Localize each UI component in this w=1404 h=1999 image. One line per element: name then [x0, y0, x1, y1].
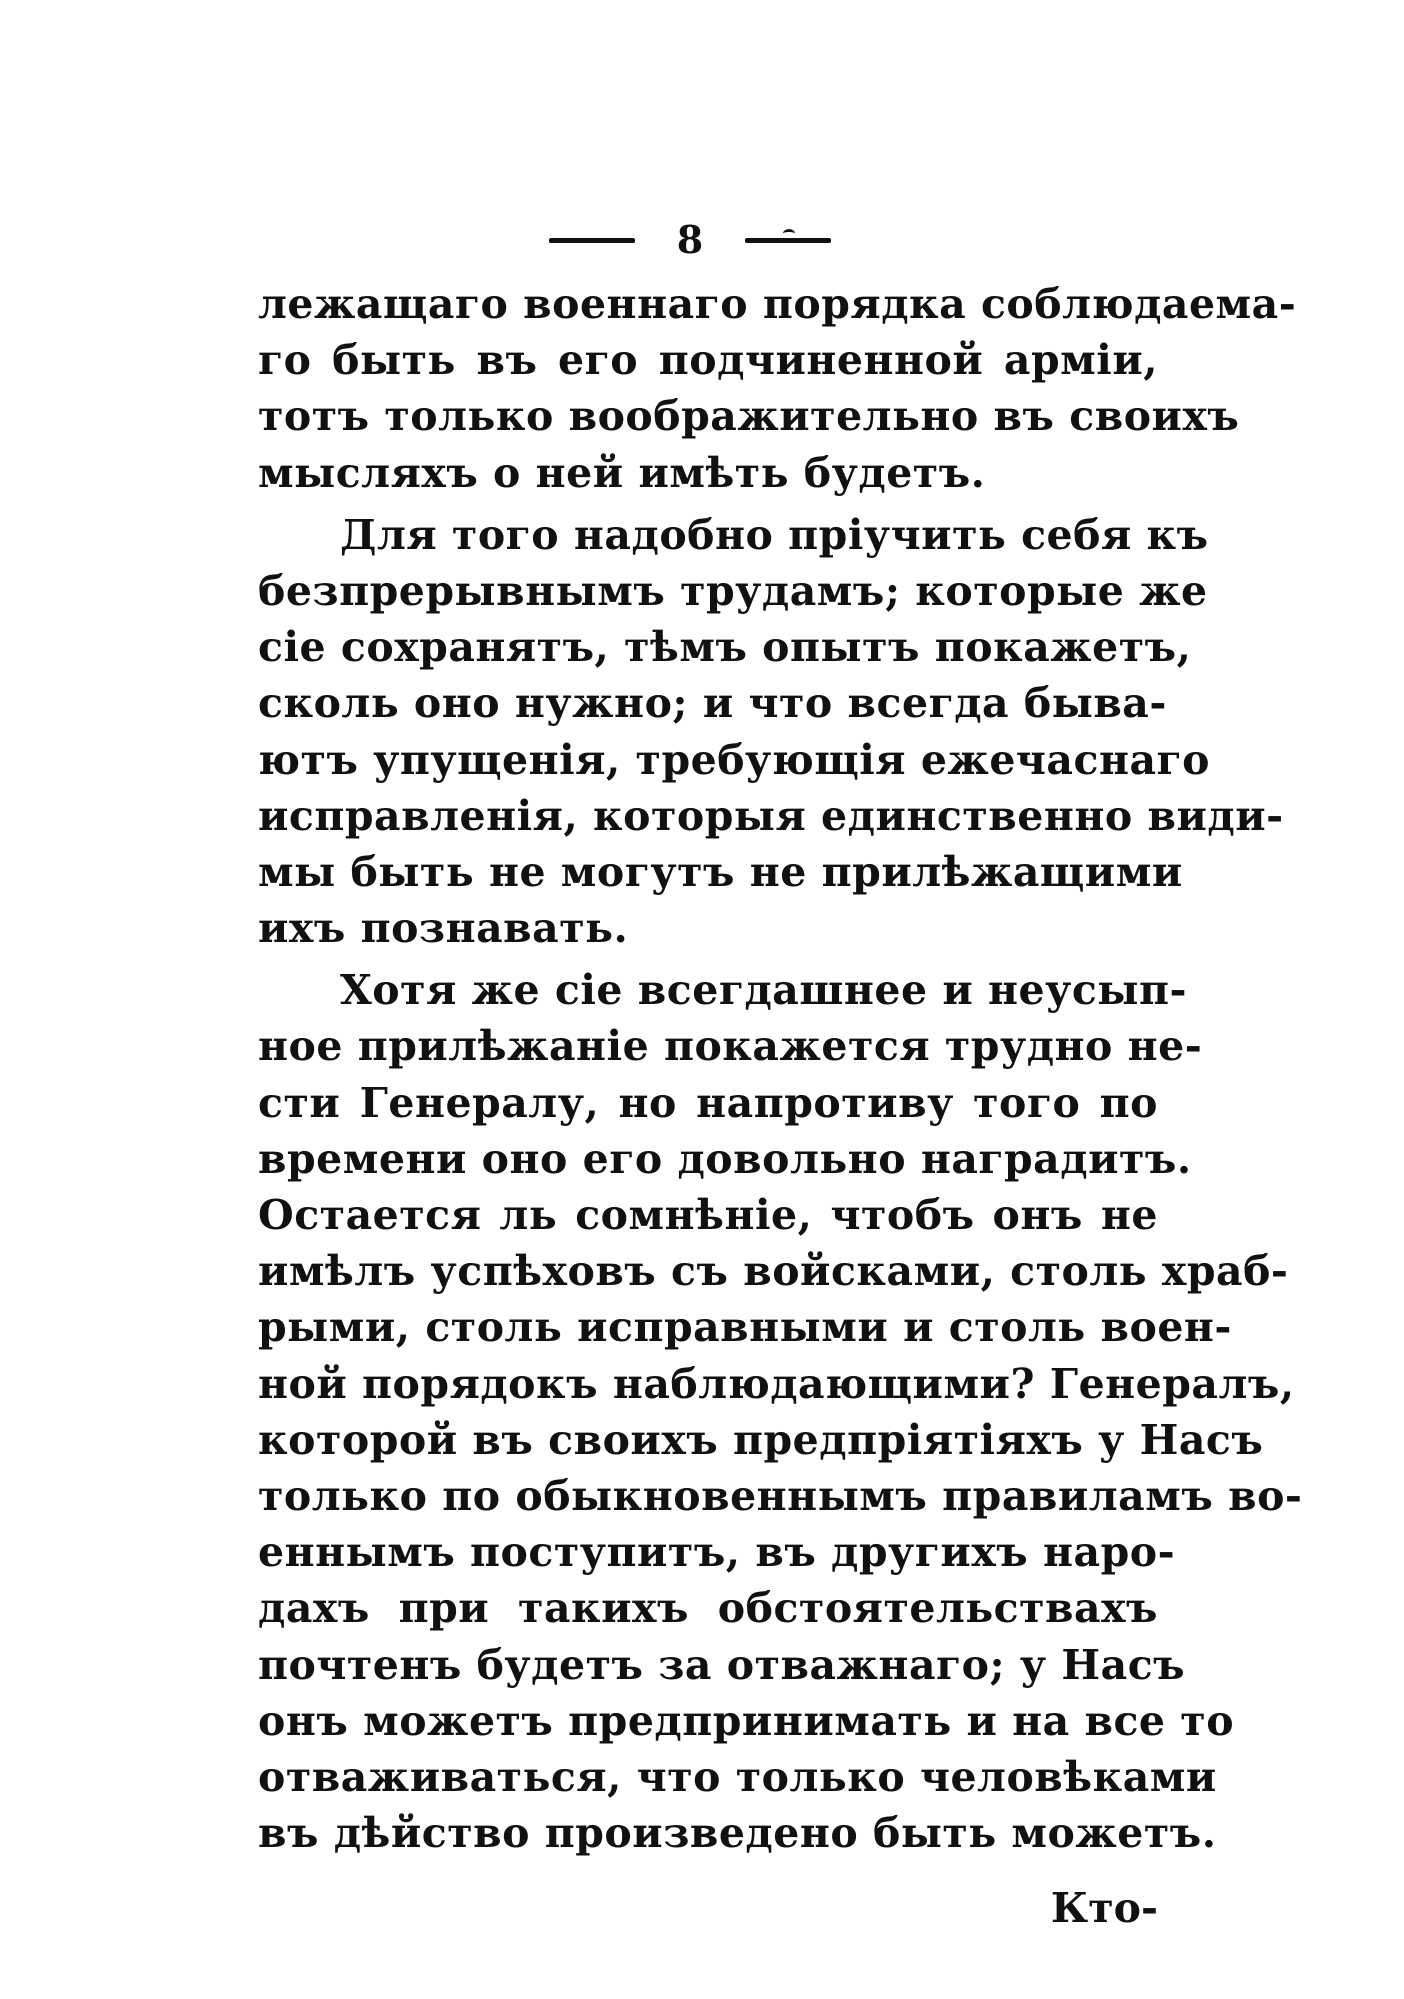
text-line: исправленія, которыя единственно види- — [258, 791, 1284, 840]
text-line: еннымъ поступитъ, въ другихъ наро- — [258, 1528, 1176, 1577]
text-line: сколь оно нужно; и что всегда быва- — [258, 679, 1167, 728]
text-line: ное прилѣжаніе покажется трудно не- — [258, 1022, 1203, 1071]
header-right-rule — [745, 238, 831, 243]
text-line: Для того надобно пріучить себя къ — [340, 510, 1209, 559]
text-line: тотъ только воображительно въ своихъ — [258, 392, 1240, 441]
text-line: ной порядокъ наблюдающими? Генералъ, — [258, 1359, 1295, 1408]
text-line: мы быть не могутъ не прилѣжащими — [258, 847, 1183, 896]
text-line: безпрерывнымъ трудамъ; которые же — [258, 566, 1208, 615]
text-line: сти Генералу, но напротиву того по — [258, 1078, 1158, 1127]
text-line: почтенъ будетъ за отважнаго; у Насъ — [258, 1640, 1186, 1689]
text-line: въ дѣйство произведено быть можетъ. — [258, 1809, 1217, 1858]
text-line: ютъ упущенія, требующія ежечаснаго — [258, 735, 1210, 784]
text-line: го быть въ его подчиненной арміи, — [258, 336, 1158, 385]
paragraph-1 — [258, 276, 1297, 501]
text-line: только по обыкновеннымъ правиламъ во- — [258, 1471, 1303, 1520]
text-line: онъ можетъ предпринимать и на все то — [258, 1696, 1235, 1745]
text-line: рыми, столь исправными и столь воен- — [258, 1303, 1232, 1352]
header-left-rule — [549, 238, 635, 243]
text-line: отваживаться, что только человѣками — [258, 1752, 1217, 1801]
text-line: лежащаго военнаго порядка соблюдаема- — [258, 280, 1297, 328]
page-header — [540, 210, 840, 270]
page-number: 8 — [676, 217, 704, 262]
body-text — [258, 276, 1303, 1861]
paragraph-3 — [258, 962, 1303, 1861]
paragraph-2 — [258, 507, 1284, 957]
text-line: имѣлъ успѣховъ съ войсками, столь храб- — [258, 1247, 1289, 1296]
text-line: времени оно его довольно наградитъ. — [258, 1134, 1192, 1183]
text-line: Хотя же сіе всегдашнее и неусып- — [340, 966, 1187, 1015]
text-line: мысляхъ о ней имѣть будетъ. — [258, 448, 986, 497]
catchword: Кто- — [1050, 1884, 1158, 1932]
text-line: Остается ль сомнѣніе, чтобъ онъ не — [258, 1191, 1158, 1239]
text-line: ихъ познавать. — [258, 904, 629, 953]
text-line: дахъ при такихъ обстоятельствахъ — [258, 1584, 1158, 1633]
text-line: которой въ своихъ предпріятіяхъ у Насъ — [258, 1415, 1264, 1464]
text-line: сіе сохранятъ, тѣмъ опытъ покажетъ, — [258, 623, 1192, 672]
